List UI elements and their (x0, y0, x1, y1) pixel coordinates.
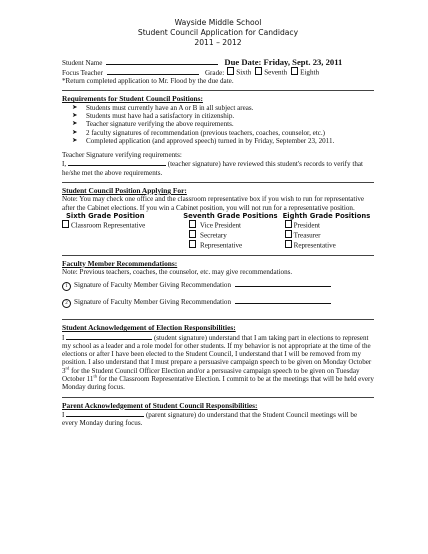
option-eighth-representative[interactable]: Representative (279, 240, 374, 250)
list-item: ➤ Students must currently have an A or B in all subject areas. (72, 103, 254, 112)
option-secretary[interactable]: Secretary (183, 230, 278, 240)
grade-sixth-checkbox[interactable]: Sixth (227, 67, 251, 77)
checkbox-icon (227, 67, 234, 75)
arrow-bullet-icon: ➤ (72, 103, 78, 111)
divider (62, 255, 374, 256)
divider (62, 319, 374, 320)
list-item: ➤ Teacher signature verifying the above requirements. (72, 120, 234, 129)
student-ack-title: Student Acknowledgement of Election Responsibilities: (62, 323, 236, 333)
teacher-signature-field[interactable] (68, 159, 166, 166)
verify-title: Teacher Signature verifying requirements: (62, 151, 182, 160)
faculty-signature-field-1[interactable] (235, 280, 331, 287)
number-two-icon: 2 (62, 299, 71, 308)
document-title: Student Council Application for Candidacy (137, 28, 299, 37)
checkbox-icon (189, 230, 196, 238)
list-item: ➤ Completed application (and approved speech) turned in by Friday, September 23, 2011. (72, 136, 335, 145)
faculty-signature-row-1 (62, 280, 374, 291)
divider (62, 397, 374, 398)
requirements-title: Requirements for Student Council Positions: (62, 94, 203, 104)
seventh-grade-column (183, 212, 278, 250)
option-classroom-representative[interactable]: Classroom Representative (62, 220, 183, 230)
school-years: 2011 – 2012 (194, 38, 242, 47)
arrow-bullet-icon: ➤ (72, 120, 78, 128)
faculty-title: Faculty Member Recommendations: (62, 258, 178, 268)
arrow-bullet-icon: ➤ (72, 111, 78, 119)
document-header (62, 18, 374, 48)
sixth-grade-column (62, 212, 183, 250)
arrow-bullet-icon: ➤ (72, 128, 78, 136)
requirements-list (62, 104, 374, 145)
student-name-field[interactable] (106, 58, 218, 65)
divider (62, 182, 374, 183)
seventh-grade-heading: Seventh Grade Positions (183, 211, 278, 220)
grade-eighth-checkbox[interactable]: Eighth (291, 67, 319, 77)
checkbox-icon (291, 67, 298, 75)
grade-seventh-checkbox[interactable]: Seventh (255, 67, 287, 77)
student-signature-field[interactable] (66, 333, 152, 340)
list-item: ➤ 2 faculty signatures of recommendation (previous teachers, coaches, counselor, etc.) (72, 128, 326, 137)
checkbox-icon (285, 240, 292, 248)
parent-signature-field[interactable] (66, 410, 144, 417)
grade-label: Grade: (204, 68, 225, 77)
due-date: Due Date: Friday, Sept. 23, 2011 (224, 57, 343, 67)
student-ack-statement: I (student signature) understand that I am taking part in elections to represent my school as a leader and a role model for other students. If my behavior is not appropriate at the time of the elections or after I have been elected to the Student Council, I understand that I will be removed from my position. I also understand that I must prepare a persuasive campaign speech to be given on Monday October 3rd for the Student Council Officer Election and/or a persuasive campaign speech to be given on Tuesday October 11th for the Classroom Representative Election. I commit to be at the meetings that will be held every Monday during focus. (62, 333, 374, 392)
faculty-signature-label: Signature of Faculty Member Giving Recommendation (74, 298, 232, 307)
option-vice-president[interactable]: Vice President (183, 220, 278, 230)
option-seventh-representative[interactable]: Representative (183, 240, 278, 250)
checkbox-icon (189, 240, 196, 248)
faculty-signature-label: Signature of Faculty Member Giving Recommendation (74, 281, 232, 290)
eighth-grade-heading: Eighth Grade Positions (282, 211, 371, 220)
faculty-signature-field-2[interactable] (235, 297, 331, 304)
checkbox-icon (255, 67, 262, 75)
focus-teacher-row (62, 67, 374, 77)
student-name-label: Student Name (62, 59, 103, 67)
school-name: Wayside Middle School (174, 18, 262, 27)
checkbox-icon (62, 220, 69, 228)
sixth-grade-heading: Sixth Grade Position (66, 211, 145, 220)
list-item: ➤ Students must have had a satisfactory in citizenship. (72, 111, 235, 120)
parent-ack-statement: I (parent signature) do understand that the Student Council meetings will be every Monday during focus. (62, 410, 358, 428)
faculty-signature-row-2 (62, 297, 374, 308)
eighth-grade-column (279, 212, 374, 250)
positions-note: Note: You may check one office and the classroom representative box if you wish to run for representative after the Cabinet elections. If you win a Cabinet position, you will not run for a representative position. (62, 195, 365, 212)
option-president[interactable]: President (279, 220, 374, 230)
number-one-icon: 1 (62, 282, 71, 291)
verify-statement: I, (teacher signature) have reviewed this student's records to verify that he/she met the above requirements. (62, 160, 363, 177)
arrow-bullet-icon: ➤ (72, 136, 78, 144)
parent-ack-title: Parent Acknowledgement of Student Council Responsibilities: (62, 400, 258, 410)
positions-columns (62, 212, 374, 250)
return-note: *Return completed application to Mr. Flood by the due date. (62, 77, 234, 86)
checkbox-icon (285, 220, 292, 228)
focus-teacher-field[interactable] (107, 68, 199, 75)
checkbox-icon (285, 230, 292, 238)
option-treasurer[interactable]: Treasurer (279, 230, 374, 240)
checkbox-icon (189, 220, 196, 228)
focus-teacher-label: Focus Teacher (62, 68, 103, 77)
faculty-note: Note: Previous teachers, coaches, the counselor, etc. may give recommendations. (62, 267, 293, 276)
divider (62, 90, 374, 91)
positions-title: Student Council Position Applying For: (62, 186, 187, 196)
student-name-row (62, 58, 374, 67)
